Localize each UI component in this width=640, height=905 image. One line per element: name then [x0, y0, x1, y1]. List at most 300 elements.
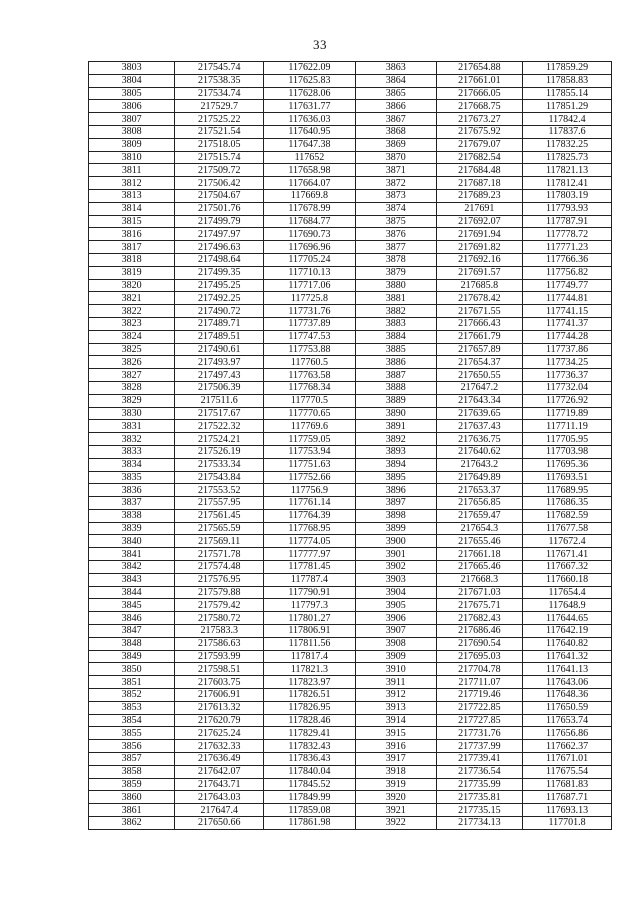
table-row	[89, 266, 612, 279]
x-coordinate-cell: 217497.43	[175, 369, 264, 382]
x-coordinate-cell: 217734.13	[436, 817, 522, 830]
table-row	[89, 497, 612, 510]
point-number-cell: 3825	[89, 343, 175, 356]
x-coordinate-cell: 217524.21	[175, 433, 264, 446]
point-number-cell: 3837	[89, 497, 175, 510]
y-coordinate-cell: 117756.82	[523, 266, 612, 279]
point-number-cell: 3864	[355, 74, 436, 87]
table-row	[89, 151, 612, 164]
table-row	[89, 74, 612, 87]
point-number-cell: 3866	[355, 100, 436, 113]
x-coordinate-cell: 217687.18	[436, 177, 522, 190]
y-coordinate-cell: 117826.51	[264, 689, 356, 702]
point-number-cell: 3909	[355, 650, 436, 663]
point-number-cell: 3860	[89, 791, 175, 804]
table-row	[89, 778, 612, 791]
point-number-cell: 3832	[89, 433, 175, 446]
x-coordinate-cell: 217671.55	[436, 305, 522, 318]
x-coordinate-cell: 217499.79	[175, 215, 264, 228]
point-number-cell: 3807	[89, 113, 175, 126]
x-coordinate-cell: 217593.99	[175, 650, 264, 663]
point-number-cell: 3885	[355, 343, 436, 356]
x-coordinate-cell: 217603.75	[175, 676, 264, 689]
y-coordinate-cell: 117726.92	[523, 394, 612, 407]
y-coordinate-cell: 117781.45	[264, 561, 356, 574]
point-number-cell: 3893	[355, 445, 436, 458]
point-number-cell: 3836	[89, 484, 175, 497]
x-coordinate-cell: 217501.76	[175, 202, 264, 215]
x-coordinate-cell: 217657.89	[436, 343, 522, 356]
x-coordinate-cell: 217649.89	[436, 471, 522, 484]
x-coordinate-cell: 217496.63	[175, 241, 264, 254]
x-coordinate-cell: 217625.24	[175, 727, 264, 740]
x-coordinate-cell: 217691	[436, 202, 522, 215]
point-number-cell: 3876	[355, 228, 436, 241]
x-coordinate-cell: 217493.97	[175, 356, 264, 369]
x-coordinate-cell: 217654.37	[436, 356, 522, 369]
point-number-cell: 3840	[89, 535, 175, 548]
point-number-cell: 3869	[355, 138, 436, 151]
table-row	[89, 394, 612, 407]
table-row	[89, 279, 612, 292]
y-coordinate-cell: 117832.43	[264, 740, 356, 753]
y-coordinate-cell: 117741.37	[523, 317, 612, 330]
point-number-cell: 3808	[89, 125, 175, 138]
y-coordinate-cell: 117829.41	[264, 727, 356, 740]
y-coordinate-cell: 117693.13	[523, 804, 612, 817]
y-coordinate-cell: 117652	[264, 151, 356, 164]
table-row	[89, 727, 612, 740]
table-row	[89, 228, 612, 241]
table-row	[89, 343, 612, 356]
x-coordinate-cell: 217511.6	[175, 394, 264, 407]
y-coordinate-cell: 117751.63	[264, 458, 356, 471]
table-row	[89, 573, 612, 586]
y-coordinate-cell: 117756.9	[264, 484, 356, 497]
point-number-cell: 3810	[89, 151, 175, 164]
y-coordinate-cell: 117766.36	[523, 253, 612, 266]
table-row	[89, 292, 612, 305]
y-coordinate-cell: 117737.89	[264, 317, 356, 330]
x-coordinate-cell: 217692.16	[436, 253, 522, 266]
table-row	[89, 676, 612, 689]
y-coordinate-cell: 117861.98	[264, 817, 356, 830]
x-coordinate-cell: 217538.35	[175, 74, 264, 87]
x-coordinate-cell: 217517.67	[175, 407, 264, 420]
table-row	[89, 164, 612, 177]
y-coordinate-cell: 117636.03	[264, 113, 356, 126]
y-coordinate-cell: 117753.94	[264, 445, 356, 458]
y-coordinate-cell: 117664.07	[264, 177, 356, 190]
table-row	[89, 407, 612, 420]
x-coordinate-cell: 217636.75	[436, 433, 522, 446]
table-row	[89, 445, 612, 458]
table-row	[89, 177, 612, 190]
point-number-cell: 3874	[355, 202, 436, 215]
x-coordinate-cell: 217736.54	[436, 765, 522, 778]
x-coordinate-cell: 217522.32	[175, 420, 264, 433]
y-coordinate-cell: 117710.13	[264, 266, 356, 279]
point-number-cell: 3851	[89, 676, 175, 689]
y-coordinate-cell: 117821.3	[264, 663, 356, 676]
point-number-cell: 3882	[355, 305, 436, 318]
y-coordinate-cell: 117684.77	[264, 215, 356, 228]
x-coordinate-cell: 217504.67	[175, 189, 264, 202]
y-coordinate-cell: 117778.72	[523, 228, 612, 241]
point-number-cell: 3859	[89, 778, 175, 791]
y-coordinate-cell: 117787.4	[264, 573, 356, 586]
x-coordinate-cell: 217561.45	[175, 509, 264, 522]
x-coordinate-cell: 217671.03	[436, 586, 522, 599]
point-number-cell: 3856	[89, 740, 175, 753]
point-number-cell: 3915	[355, 727, 436, 740]
point-number-cell: 3886	[355, 356, 436, 369]
x-coordinate-cell: 217661.79	[436, 330, 522, 343]
table-row	[89, 791, 612, 804]
point-number-cell: 3817	[89, 241, 175, 254]
x-coordinate-cell: 217569.11	[175, 535, 264, 548]
x-coordinate-cell: 217533.34	[175, 458, 264, 471]
y-coordinate-cell: 117744.81	[523, 292, 612, 305]
y-coordinate-cell: 117736.37	[523, 369, 612, 382]
x-coordinate-cell: 217650.66	[175, 817, 264, 830]
y-coordinate-cell: 117770.65	[264, 407, 356, 420]
x-coordinate-cell: 217682.43	[436, 612, 522, 625]
x-coordinate-cell: 217731.76	[436, 727, 522, 740]
point-number-cell: 3842	[89, 561, 175, 574]
y-coordinate-cell: 117803.19	[523, 189, 612, 202]
x-coordinate-cell: 217665.46	[436, 561, 522, 574]
y-coordinate-cell: 117790.91	[264, 586, 356, 599]
point-number-cell: 3898	[355, 509, 436, 522]
y-coordinate-cell: 117836.43	[264, 753, 356, 766]
x-coordinate-cell: 217613.32	[175, 701, 264, 714]
table-row	[89, 625, 612, 638]
y-coordinate-cell: 117725.8	[264, 292, 356, 305]
x-coordinate-cell: 217691.94	[436, 228, 522, 241]
table-row	[89, 381, 612, 394]
point-number-cell: 3862	[89, 817, 175, 830]
x-coordinate-cell: 217639.65	[436, 407, 522, 420]
table-row	[89, 637, 612, 650]
x-coordinate-cell: 217506.39	[175, 381, 264, 394]
x-coordinate-cell: 217653.37	[436, 484, 522, 497]
x-coordinate-cell: 217691.82	[436, 241, 522, 254]
x-coordinate-cell: 217668.75	[436, 100, 522, 113]
table-row	[89, 599, 612, 612]
y-coordinate-cell: 117644.65	[523, 612, 612, 625]
point-number-cell: 3834	[89, 458, 175, 471]
table-row	[89, 433, 612, 446]
point-number-cell: 3904	[355, 586, 436, 599]
x-coordinate-cell: 217666.05	[436, 87, 522, 100]
point-number-cell: 3823	[89, 317, 175, 330]
point-number-cell: 3844	[89, 586, 175, 599]
y-coordinate-cell: 117687.71	[523, 791, 612, 804]
y-coordinate-cell: 117671.41	[523, 548, 612, 561]
x-coordinate-cell: 217498.64	[175, 253, 264, 266]
y-coordinate-cell: 117741.15	[523, 305, 612, 318]
x-coordinate-cell: 217640.62	[436, 445, 522, 458]
point-number-cell: 3828	[89, 381, 175, 394]
point-number-cell: 3901	[355, 548, 436, 561]
x-coordinate-cell: 217580.72	[175, 612, 264, 625]
point-number-cell: 3910	[355, 663, 436, 676]
y-coordinate-cell: 117763.58	[264, 369, 356, 382]
table-row	[89, 740, 612, 753]
point-number-cell: 3899	[355, 522, 436, 535]
table-row	[89, 305, 612, 318]
y-coordinate-cell: 117732.04	[523, 381, 612, 394]
y-coordinate-cell: 117701.8	[523, 817, 612, 830]
y-coordinate-cell: 117667.32	[523, 561, 612, 574]
point-number-cell: 3887	[355, 369, 436, 382]
y-coordinate-cell: 117744.28	[523, 330, 612, 343]
x-coordinate-cell: 217526.19	[175, 445, 264, 458]
table-row	[89, 548, 612, 561]
x-coordinate-cell: 217632.33	[175, 740, 264, 753]
y-coordinate-cell: 117648.9	[523, 599, 612, 612]
y-coordinate-cell: 117811.56	[264, 637, 356, 650]
y-coordinate-cell: 117759.05	[264, 433, 356, 446]
y-coordinate-cell: 117671.01	[523, 753, 612, 766]
point-number-cell: 3861	[89, 804, 175, 817]
point-number-cell: 3872	[355, 177, 436, 190]
y-coordinate-cell: 117641.13	[523, 663, 612, 676]
point-number-cell: 3880	[355, 279, 436, 292]
x-coordinate-cell: 217661.18	[436, 548, 522, 561]
point-number-cell: 3868	[355, 125, 436, 138]
x-coordinate-cell: 217579.42	[175, 599, 264, 612]
x-coordinate-cell: 217673.27	[436, 113, 522, 126]
x-coordinate-cell: 217654.3	[436, 522, 522, 535]
point-number-cell: 3815	[89, 215, 175, 228]
table-row	[89, 330, 612, 343]
y-coordinate-cell: 117656.86	[523, 727, 612, 740]
y-coordinate-cell: 117662.37	[523, 740, 612, 753]
table-row	[89, 62, 612, 75]
y-coordinate-cell: 117777.97	[264, 548, 356, 561]
point-number-cell: 3865	[355, 87, 436, 100]
table-row	[89, 689, 612, 702]
x-coordinate-cell: 217684.48	[436, 164, 522, 177]
y-coordinate-cell: 117622.09	[264, 62, 356, 75]
y-coordinate-cell: 117771.23	[523, 241, 612, 254]
point-number-cell: 3839	[89, 522, 175, 535]
x-coordinate-cell: 217678.42	[436, 292, 522, 305]
x-coordinate-cell: 217492.25	[175, 292, 264, 305]
x-coordinate-cell: 217686.46	[436, 625, 522, 638]
point-number-cell: 3897	[355, 497, 436, 510]
table-row	[89, 471, 612, 484]
y-coordinate-cell: 117768.34	[264, 381, 356, 394]
table-row	[89, 253, 612, 266]
y-coordinate-cell: 117693.51	[523, 471, 612, 484]
table-row	[89, 87, 612, 100]
x-coordinate-cell: 217735.15	[436, 804, 522, 817]
point-number-cell: 3875	[355, 215, 436, 228]
x-coordinate-cell: 217534.74	[175, 87, 264, 100]
y-coordinate-cell: 117769.6	[264, 420, 356, 433]
y-coordinate-cell: 117647.38	[264, 138, 356, 151]
point-number-cell: 3919	[355, 778, 436, 791]
table-row	[89, 189, 612, 202]
table-row	[89, 522, 612, 535]
x-coordinate-cell: 217647.2	[436, 381, 522, 394]
x-coordinate-cell: 217598.51	[175, 663, 264, 676]
y-coordinate-cell: 117719.89	[523, 407, 612, 420]
x-coordinate-cell: 217659.47	[436, 509, 522, 522]
y-coordinate-cell: 117631.77	[264, 100, 356, 113]
y-coordinate-cell: 117705.24	[264, 253, 356, 266]
y-coordinate-cell: 117826.95	[264, 701, 356, 714]
x-coordinate-cell: 217553.52	[175, 484, 264, 497]
point-number-cell: 3848	[89, 637, 175, 650]
table-row	[89, 663, 612, 676]
x-coordinate-cell: 217620.79	[175, 714, 264, 727]
y-coordinate-cell: 117840.04	[264, 765, 356, 778]
point-number-cell: 3896	[355, 484, 436, 497]
x-coordinate-cell: 217545.74	[175, 62, 264, 75]
point-number-cell: 3812	[89, 177, 175, 190]
table-row	[89, 369, 612, 382]
y-coordinate-cell: 117752.66	[264, 471, 356, 484]
point-number-cell: 3821	[89, 292, 175, 305]
x-coordinate-cell: 217650.55	[436, 369, 522, 382]
x-coordinate-cell: 217489.71	[175, 317, 264, 330]
y-coordinate-cell: 117717.06	[264, 279, 356, 292]
y-coordinate-cell: 117658.98	[264, 164, 356, 177]
y-coordinate-cell: 117823.97	[264, 676, 356, 689]
point-number-cell: 3850	[89, 663, 175, 676]
point-number-cell: 3877	[355, 241, 436, 254]
y-coordinate-cell: 117677.58	[523, 522, 612, 535]
x-coordinate-cell: 217643.71	[175, 778, 264, 791]
y-coordinate-cell: 117737.86	[523, 343, 612, 356]
point-number-cell: 3819	[89, 266, 175, 279]
point-number-cell: 3811	[89, 164, 175, 177]
x-coordinate-cell: 217574.48	[175, 561, 264, 574]
y-coordinate-cell: 117806.91	[264, 625, 356, 638]
x-coordinate-cell: 217643.03	[175, 791, 264, 804]
point-number-cell: 3830	[89, 407, 175, 420]
y-coordinate-cell: 117695.36	[523, 458, 612, 471]
point-number-cell: 3806	[89, 100, 175, 113]
y-coordinate-cell: 117696.96	[264, 241, 356, 254]
table-row	[89, 113, 612, 126]
table-row	[89, 701, 612, 714]
point-number-cell: 3895	[355, 471, 436, 484]
x-coordinate-cell: 217565.59	[175, 522, 264, 535]
y-coordinate-cell: 117828.46	[264, 714, 356, 727]
point-number-cell: 3900	[355, 535, 436, 548]
x-coordinate-cell: 217735.81	[436, 791, 522, 804]
x-coordinate-cell: 217661.01	[436, 74, 522, 87]
y-coordinate-cell: 117705.95	[523, 433, 612, 446]
x-coordinate-cell: 217727.85	[436, 714, 522, 727]
point-number-cell: 3878	[355, 253, 436, 266]
point-number-cell: 3905	[355, 599, 436, 612]
y-coordinate-cell: 117643.06	[523, 676, 612, 689]
point-number-cell: 3847	[89, 625, 175, 638]
x-coordinate-cell: 217586.63	[175, 637, 264, 650]
x-coordinate-cell: 217722.85	[436, 701, 522, 714]
point-number-cell: 3902	[355, 561, 436, 574]
point-number-cell: 3804	[89, 74, 175, 87]
table-row	[89, 202, 612, 215]
coordinate-table	[88, 61, 612, 830]
x-coordinate-cell: 217643.2	[436, 458, 522, 471]
y-coordinate-cell: 117764.39	[264, 509, 356, 522]
table-row	[89, 356, 612, 369]
point-number-cell: 3843	[89, 573, 175, 586]
x-coordinate-cell: 217679.07	[436, 138, 522, 151]
x-coordinate-cell: 217647.4	[175, 804, 264, 817]
y-coordinate-cell: 117654.4	[523, 586, 612, 599]
point-number-cell: 3870	[355, 151, 436, 164]
point-number-cell: 3813	[89, 189, 175, 202]
y-coordinate-cell: 117640.95	[264, 125, 356, 138]
point-number-cell: 3816	[89, 228, 175, 241]
page-number: 33	[313, 37, 327, 52]
x-coordinate-cell: 217637.43	[436, 420, 522, 433]
point-number-cell: 3916	[355, 740, 436, 753]
x-coordinate-cell: 217642.07	[175, 765, 264, 778]
point-number-cell: 3892	[355, 433, 436, 446]
y-coordinate-cell: 117859.29	[523, 62, 612, 75]
table-row	[89, 753, 612, 766]
x-coordinate-cell: 217690.54	[436, 637, 522, 650]
point-number-cell: 3920	[355, 791, 436, 804]
y-coordinate-cell: 117787.91	[523, 215, 612, 228]
y-coordinate-cell: 117770.5	[264, 394, 356, 407]
y-coordinate-cell: 117851.29	[523, 100, 612, 113]
x-coordinate-cell: 217529.7	[175, 100, 264, 113]
x-coordinate-cell: 217571.78	[175, 548, 264, 561]
x-coordinate-cell: 217675.71	[436, 599, 522, 612]
y-coordinate-cell: 117682.59	[523, 509, 612, 522]
point-number-cell: 3814	[89, 202, 175, 215]
point-number-cell: 3833	[89, 445, 175, 458]
point-number-cell: 3917	[355, 753, 436, 766]
point-number-cell: 3818	[89, 253, 175, 266]
point-number-cell: 3888	[355, 381, 436, 394]
point-number-cell: 3873	[355, 189, 436, 202]
point-number-cell: 3903	[355, 573, 436, 586]
point-number-cell: 3906	[355, 612, 436, 625]
y-coordinate-cell: 117640.82	[523, 637, 612, 650]
table-row	[89, 650, 612, 663]
x-coordinate-cell: 217691.57	[436, 266, 522, 279]
point-number-cell: 3838	[89, 509, 175, 522]
y-coordinate-cell: 117837.6	[523, 125, 612, 138]
point-number-cell: 3826	[89, 356, 175, 369]
point-number-cell: 3918	[355, 765, 436, 778]
y-coordinate-cell: 117642.19	[523, 625, 612, 638]
point-number-cell: 3913	[355, 701, 436, 714]
point-number-cell: 3805	[89, 87, 175, 100]
y-coordinate-cell: 117849.99	[264, 791, 356, 804]
y-coordinate-cell: 117660.18	[523, 573, 612, 586]
y-coordinate-cell: 117681.83	[523, 778, 612, 791]
point-number-cell: 3871	[355, 164, 436, 177]
x-coordinate-cell: 217739.41	[436, 753, 522, 766]
y-coordinate-cell: 117761.14	[264, 497, 356, 510]
y-coordinate-cell: 117625.83	[264, 74, 356, 87]
y-coordinate-cell: 117812.41	[523, 177, 612, 190]
x-coordinate-cell: 217557.95	[175, 497, 264, 510]
x-coordinate-cell: 217668.3	[436, 573, 522, 586]
